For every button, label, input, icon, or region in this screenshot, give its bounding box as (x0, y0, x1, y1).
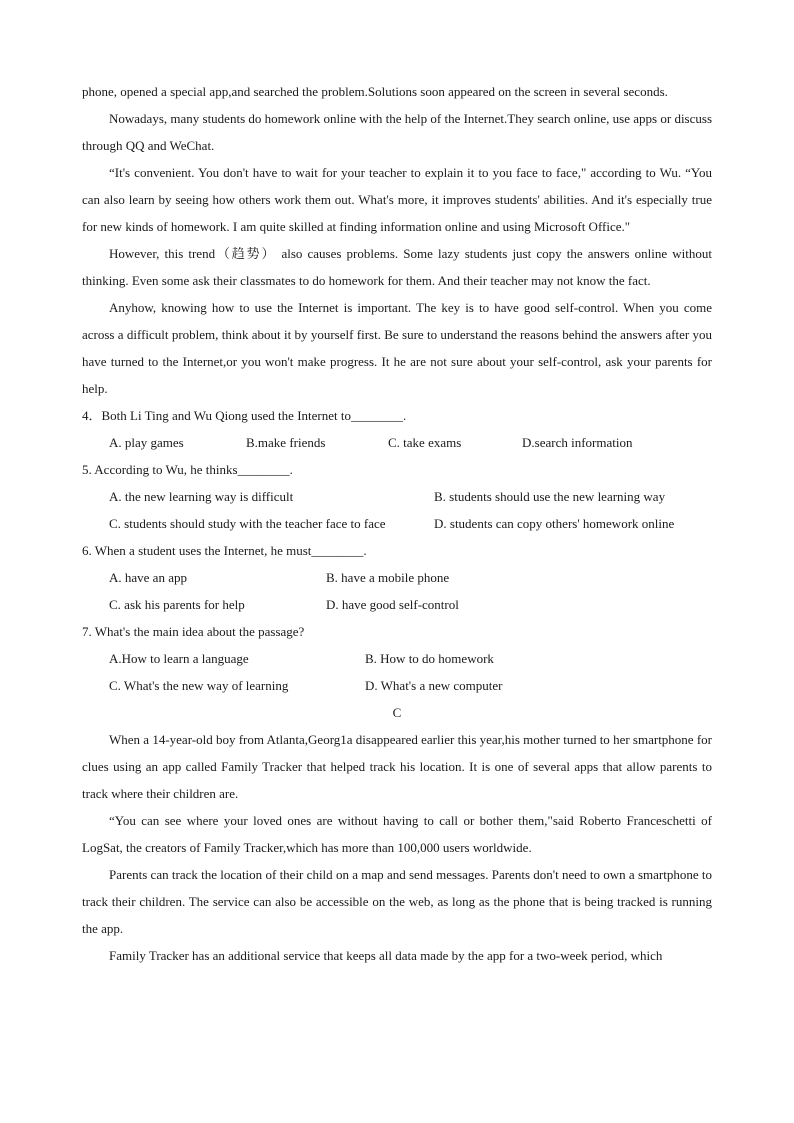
question-5-option-c: C. students should study with the teacher face to face (109, 516, 386, 531)
question-4-option-d: D.search information (522, 435, 633, 450)
section-c-paragraph-1: When a 14-year-old boy from Atlanta,Georg1a disappeared earlier this year,his mother turned to her smartphone for clues using an app called Family Tracker that helped track his location. It is one of several apps that allow parents to track where their children are. (82, 732, 712, 801)
question-6-option-d: D. have good self-control (326, 597, 459, 612)
question-4-option-c: C. take exams (388, 435, 462, 450)
question-4-options (82, 429, 712, 456)
question-6-option-b: B. have a mobile phone (326, 570, 450, 585)
passage-b-paragraph-5: Anyhow, knowing how to use the Internet is important. The key is to have good self-control. When you come across a difficult problem, think about it by yourself first. Be sure to understand the reasons behind the answers after you have turned to the Internet,or you won't make progress. It he are not sure about your self-control, ask your parents for help. (82, 300, 712, 396)
passage-b-paragraph-2: Nowadays, many students do homework online with the help of the Internet.They search online, use apps or discuss through QQ and WeChat. (82, 111, 712, 153)
question-6-option-a: A. have an app (109, 570, 187, 585)
question-6-option-c: C. ask his parents for help (109, 597, 245, 612)
question-7-stem: 7. What's the main idea about the passage? (82, 624, 305, 639)
question-7-option-b: B. How to do homework (365, 651, 494, 666)
passage-b-paragraph-4: However, this trend（趋势） also causes problems. Some lazy students just copy the answers online without thinking. Even some ask their classmates to do homework for them. And their teacher may not know the fact. (82, 246, 712, 288)
question-7-options-row-1 (82, 645, 712, 672)
question-5-option-d: D. students can copy others' homework online (434, 516, 675, 531)
question-4-option-a: A. play games (109, 435, 184, 450)
question-5-stem: 5. According to Wu, he thinks________. (82, 462, 293, 477)
question-6-options-row-2 (82, 591, 712, 618)
passage-b-paragraph-3: “It's convenient. You don't have to wait for your teacher to explain it to you face to face," according to Wu. “You can also learn by seeing how others work them out. What's more, it improves students' abilities. And it's especially true for new kinds of homework. I am quite skilled at finding information online and using Microsoft Office." (82, 165, 712, 234)
question-5-options-row-2 (82, 510, 712, 537)
question-4-stem: 4．Both Li Ting and Wu Qiong used the Internet to________. (82, 408, 407, 423)
section-c-paragraph-4: Family Tracker has an additional service that keeps all data made by the app for a two-week period, which (109, 948, 663, 963)
document-page (82, 78, 712, 969)
question-7-options-row-2 (82, 672, 712, 699)
section-c-paragraph-3: Parents can track the location of their child on a map and send messages. Parents don't need to own a smartphone to track their children. The service can also be accessible on the web, as long as the phone that is being tracked is running the app. (82, 867, 712, 936)
question-7-option-a: A.How to learn a language (109, 651, 249, 666)
question-7-option-c: C. What's the new way of learning (109, 678, 289, 693)
question-6-options-row-1 (82, 564, 712, 591)
section-c-paragraph-2: “You can see where your loved ones are without having to call or bother them,"said Roberto Franceschetti of LogSat, the creators of Family Tracker,which has more than 100,000 users worldwide. (82, 813, 712, 855)
question-7-option-d: D. What's a new computer (365, 678, 503, 693)
question-5-options-row-1 (82, 483, 712, 510)
passage-b-paragraph-1: phone, opened a special app,and searched the problem.Solutions soon appeared on the screen in several seconds. (82, 84, 668, 99)
question-4-option-b: B.make friends (246, 435, 326, 450)
question-5-option-a: A. the new learning way is difficult (109, 489, 294, 504)
question-6-stem: 6. When a student uses the Internet, he must________. (82, 543, 367, 558)
question-5-option-b: B. students should use the new learning way (434, 489, 666, 504)
section-c-heading: C (392, 705, 402, 720)
